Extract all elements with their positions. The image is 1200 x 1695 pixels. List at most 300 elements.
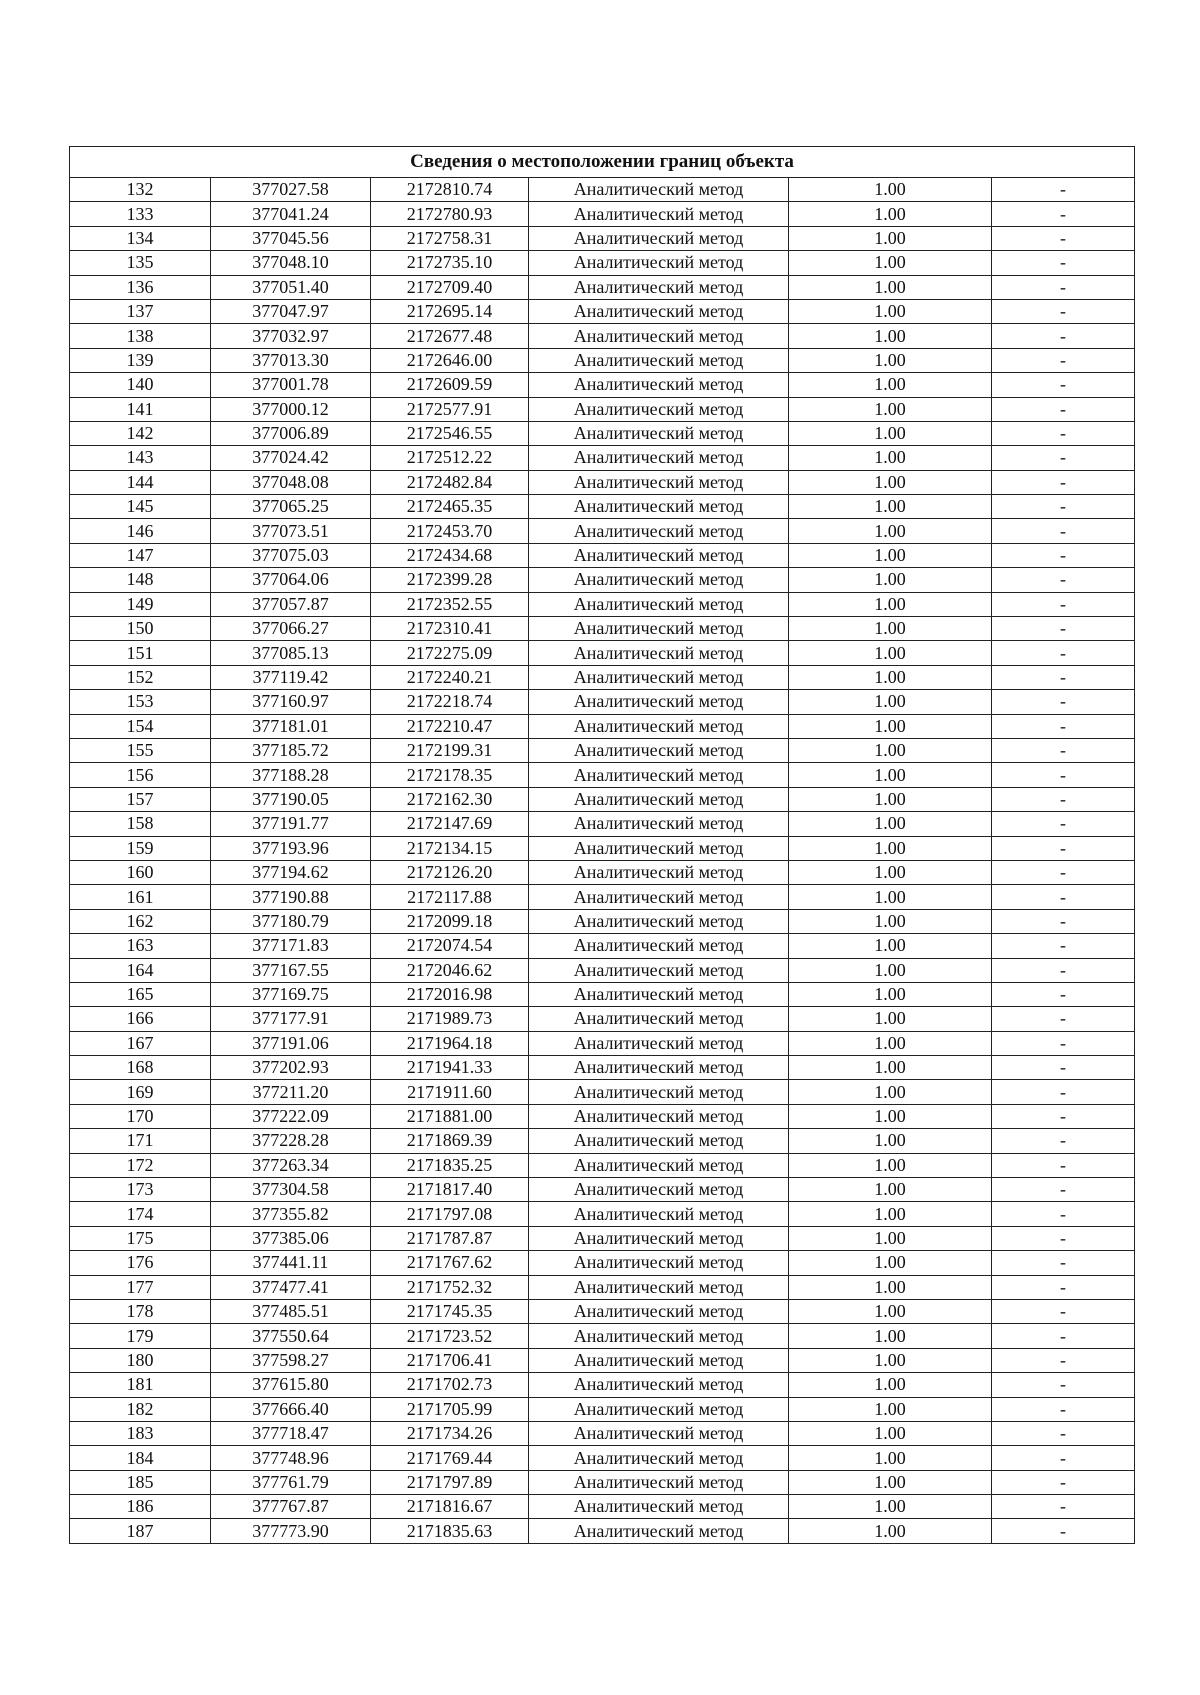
accuracy-cell: 1.00 <box>789 1226 992 1250</box>
x-coordinate-cell: 377304.58 <box>211 1178 371 1202</box>
y-coordinate-cell: 2171797.89 <box>371 1470 529 1494</box>
table-row <box>70 1397 1135 1421</box>
method-cell: Аналитический метод <box>529 690 789 714</box>
y-coordinate-cell: 2172453.70 <box>371 519 529 543</box>
accuracy-cell: 1.00 <box>789 1153 992 1177</box>
method-cell: Аналитический метод <box>529 909 789 933</box>
method-cell: Аналитический метод <box>529 1373 789 1397</box>
point-number-cell: 166 <box>70 1007 211 1031</box>
method-cell: Аналитический метод <box>529 324 789 348</box>
x-coordinate-cell: 377073.51 <box>211 519 371 543</box>
accuracy-cell: 1.00 <box>789 470 992 494</box>
table-row <box>70 348 1135 372</box>
point-number-cell: 150 <box>70 617 211 641</box>
x-coordinate-cell: 377615.80 <box>211 1373 371 1397</box>
method-cell: Аналитический метод <box>529 470 789 494</box>
table-row <box>70 909 1135 933</box>
point-number-cell: 172 <box>70 1153 211 1177</box>
method-cell: Аналитический метод <box>529 202 789 226</box>
point-number-cell: 171 <box>70 1129 211 1153</box>
point-number-cell: 143 <box>70 446 211 470</box>
description-cell: - <box>992 1275 1135 1299</box>
accuracy-cell: 1.00 <box>789 665 992 689</box>
x-coordinate-cell: 377185.72 <box>211 738 371 762</box>
description-cell: - <box>992 275 1135 299</box>
point-number-cell: 179 <box>70 1324 211 1348</box>
description-cell: - <box>992 1178 1135 1202</box>
method-cell: Аналитический метод <box>529 1178 789 1202</box>
table-row <box>70 1080 1135 1104</box>
description-cell: - <box>992 202 1135 226</box>
point-number-cell: 155 <box>70 738 211 762</box>
point-number-cell: 178 <box>70 1299 211 1323</box>
method-cell: Аналитический метод <box>529 1299 789 1323</box>
accuracy-cell: 1.00 <box>789 1470 992 1494</box>
point-number-cell: 149 <box>70 592 211 616</box>
y-coordinate-cell: 2171989.73 <box>371 1007 529 1031</box>
y-coordinate-cell: 2172016.98 <box>371 982 529 1006</box>
description-cell: - <box>992 519 1135 543</box>
point-number-cell: 187 <box>70 1519 211 1543</box>
method-cell: Аналитический метод <box>529 787 789 811</box>
accuracy-cell: 1.00 <box>789 714 992 738</box>
accuracy-cell: 1.00 <box>789 543 992 567</box>
table-row <box>70 885 1135 909</box>
table-row <box>70 397 1135 421</box>
y-coordinate-cell: 2172046.62 <box>371 958 529 982</box>
accuracy-cell: 1.00 <box>789 1348 992 1372</box>
description-cell: - <box>992 1470 1135 1494</box>
point-number-cell: 133 <box>70 202 211 226</box>
x-coordinate-cell: 377065.25 <box>211 495 371 519</box>
accuracy-cell: 1.00 <box>789 1251 992 1275</box>
y-coordinate-cell: 2171816.67 <box>371 1495 529 1519</box>
method-cell: Аналитический метод <box>529 275 789 299</box>
method-cell: Аналитический метод <box>529 1080 789 1104</box>
description-cell: - <box>992 251 1135 275</box>
accuracy-cell: 1.00 <box>789 1007 992 1031</box>
y-coordinate-cell: 2172482.84 <box>371 470 529 494</box>
method-cell: Аналитический метод <box>529 836 789 860</box>
x-coordinate-cell: 377119.42 <box>211 665 371 689</box>
table-row <box>70 568 1135 592</box>
accuracy-cell: 1.00 <box>789 251 992 275</box>
description-cell: - <box>992 1446 1135 1470</box>
y-coordinate-cell: 2172512.22 <box>371 446 529 470</box>
accuracy-cell: 1.00 <box>789 348 992 372</box>
y-coordinate-cell: 2172695.14 <box>371 299 529 323</box>
accuracy-cell: 1.00 <box>789 1299 992 1323</box>
point-number-cell: 132 <box>70 178 211 202</box>
accuracy-cell: 1.00 <box>789 178 992 202</box>
point-number-cell: 145 <box>70 495 211 519</box>
x-coordinate-cell: 377202.93 <box>211 1056 371 1080</box>
x-coordinate-cell: 377666.40 <box>211 1397 371 1421</box>
accuracy-cell: 1.00 <box>789 1373 992 1397</box>
point-number-cell: 152 <box>70 665 211 689</box>
point-number-cell: 154 <box>70 714 211 738</box>
description-cell: - <box>992 1129 1135 1153</box>
document-page <box>69 146 1134 1544</box>
table-row <box>70 324 1135 348</box>
description-cell: - <box>992 1324 1135 1348</box>
method-cell: Аналитический метод <box>529 1275 789 1299</box>
method-cell: Аналитический метод <box>529 299 789 323</box>
point-number-cell: 175 <box>70 1226 211 1250</box>
table-row <box>70 1251 1135 1275</box>
y-coordinate-cell: 2172240.21 <box>371 665 529 689</box>
method-cell: Аналитический метод <box>529 348 789 372</box>
table-row <box>70 299 1135 323</box>
x-coordinate-cell: 377085.13 <box>211 641 371 665</box>
method-cell: Аналитический метод <box>529 1226 789 1250</box>
description-cell: - <box>992 1299 1135 1323</box>
y-coordinate-cell: 2171745.35 <box>371 1299 529 1323</box>
method-cell: Аналитический метод <box>529 1397 789 1421</box>
accuracy-cell: 1.00 <box>789 1104 992 1128</box>
accuracy-cell: 1.00 <box>789 519 992 543</box>
table-row <box>70 982 1135 1006</box>
point-number-cell: 160 <box>70 860 211 884</box>
x-coordinate-cell: 377191.77 <box>211 812 371 836</box>
table-row <box>70 1495 1135 1519</box>
y-coordinate-cell: 2171752.32 <box>371 1275 529 1299</box>
x-coordinate-cell: 377477.41 <box>211 1275 371 1299</box>
accuracy-cell: 1.00 <box>789 982 992 1006</box>
y-coordinate-cell: 2171881.00 <box>371 1104 529 1128</box>
accuracy-cell: 1.00 <box>789 1080 992 1104</box>
point-number-cell: 153 <box>70 690 211 714</box>
table-row <box>70 1153 1135 1177</box>
y-coordinate-cell: 2171911.60 <box>371 1080 529 1104</box>
method-cell: Аналитический метод <box>529 495 789 519</box>
accuracy-cell: 1.00 <box>789 641 992 665</box>
table-row <box>70 251 1135 275</box>
y-coordinate-cell: 2171869.39 <box>371 1129 529 1153</box>
table-row <box>70 1202 1135 1226</box>
description-cell: - <box>992 1031 1135 1055</box>
accuracy-cell: 1.00 <box>789 495 992 519</box>
accuracy-cell: 1.00 <box>789 1275 992 1299</box>
method-cell: Аналитический метод <box>529 860 789 884</box>
table-row <box>70 1056 1135 1080</box>
x-coordinate-cell: 377773.90 <box>211 1519 371 1543</box>
method-cell: Аналитический метод <box>529 226 789 250</box>
x-coordinate-cell: 377075.03 <box>211 543 371 567</box>
point-number-cell: 157 <box>70 787 211 811</box>
accuracy-cell: 1.00 <box>789 1324 992 1348</box>
table-row <box>70 1373 1135 1397</box>
method-cell: Аналитический метод <box>529 885 789 909</box>
table-row <box>70 446 1135 470</box>
x-coordinate-cell: 377748.96 <box>211 1446 371 1470</box>
table-row <box>70 860 1135 884</box>
point-number-cell: 156 <box>70 763 211 787</box>
description-cell: - <box>992 592 1135 616</box>
description-cell: - <box>992 568 1135 592</box>
x-coordinate-cell: 377355.82 <box>211 1202 371 1226</box>
y-coordinate-cell: 2171797.08 <box>371 1202 529 1226</box>
description-cell: - <box>992 1153 1135 1177</box>
y-coordinate-cell: 2172074.54 <box>371 934 529 958</box>
x-coordinate-cell: 377385.06 <box>211 1226 371 1250</box>
y-coordinate-cell: 2172352.55 <box>371 592 529 616</box>
method-cell: Аналитический метод <box>529 1519 789 1543</box>
method-cell: Аналитический метод <box>529 665 789 689</box>
x-coordinate-cell: 377027.58 <box>211 178 371 202</box>
x-coordinate-cell: 377188.28 <box>211 763 371 787</box>
y-coordinate-cell: 2172465.35 <box>371 495 529 519</box>
method-cell: Аналитический метод <box>529 714 789 738</box>
table-title: Сведения о местоположении границ объекта <box>70 147 1135 178</box>
point-number-cell: 158 <box>70 812 211 836</box>
method-cell: Аналитический метод <box>529 934 789 958</box>
table-row <box>70 690 1135 714</box>
method-cell: Аналитический метод <box>529 421 789 445</box>
accuracy-cell: 1.00 <box>789 446 992 470</box>
method-cell: Аналитический метод <box>529 1202 789 1226</box>
description-cell: - <box>992 421 1135 445</box>
description-cell: - <box>992 617 1135 641</box>
point-number-cell: 164 <box>70 958 211 982</box>
x-coordinate-cell: 377598.27 <box>211 1348 371 1372</box>
point-number-cell: 135 <box>70 251 211 275</box>
description-cell: - <box>992 836 1135 860</box>
y-coordinate-cell: 2172147.69 <box>371 812 529 836</box>
accuracy-cell: 1.00 <box>789 787 992 811</box>
accuracy-cell: 1.00 <box>789 836 992 860</box>
x-coordinate-cell: 377177.91 <box>211 1007 371 1031</box>
description-cell: - <box>992 397 1135 421</box>
description-cell: - <box>992 1056 1135 1080</box>
point-number-cell: 138 <box>70 324 211 348</box>
y-coordinate-cell: 2172677.48 <box>371 324 529 348</box>
accuracy-cell: 1.00 <box>789 1129 992 1153</box>
method-cell: Аналитический метод <box>529 568 789 592</box>
accuracy-cell: 1.00 <box>789 763 992 787</box>
x-coordinate-cell: 377001.78 <box>211 373 371 397</box>
point-number-cell: 168 <box>70 1056 211 1080</box>
accuracy-cell: 1.00 <box>789 934 992 958</box>
x-coordinate-cell: 377194.62 <box>211 860 371 884</box>
y-coordinate-cell: 2171835.63 <box>371 1519 529 1543</box>
method-cell: Аналитический метод <box>529 1348 789 1372</box>
accuracy-cell: 1.00 <box>789 1446 992 1470</box>
point-number-cell: 162 <box>70 909 211 933</box>
description-cell: - <box>992 958 1135 982</box>
description-cell: - <box>992 885 1135 909</box>
y-coordinate-cell: 2171723.52 <box>371 1324 529 1348</box>
accuracy-cell: 1.00 <box>789 324 992 348</box>
description-cell: - <box>992 1373 1135 1397</box>
description-cell: - <box>992 495 1135 519</box>
accuracy-cell: 1.00 <box>789 226 992 250</box>
method-cell: Аналитический метод <box>529 1446 789 1470</box>
y-coordinate-cell: 2172126.20 <box>371 860 529 884</box>
y-coordinate-cell: 2171706.41 <box>371 1348 529 1372</box>
table-row <box>70 617 1135 641</box>
table-row <box>70 763 1135 787</box>
y-coordinate-cell: 2171964.18 <box>371 1031 529 1055</box>
point-number-cell: 141 <box>70 397 211 421</box>
x-coordinate-cell: 377441.11 <box>211 1251 371 1275</box>
description-cell: - <box>992 178 1135 202</box>
point-number-cell: 142 <box>70 421 211 445</box>
y-coordinate-cell: 2172709.40 <box>371 275 529 299</box>
x-coordinate-cell: 377190.88 <box>211 885 371 909</box>
y-coordinate-cell: 2172218.74 <box>371 690 529 714</box>
y-coordinate-cell: 2172210.47 <box>371 714 529 738</box>
x-coordinate-cell: 377181.01 <box>211 714 371 738</box>
method-cell: Аналитический метод <box>529 1153 789 1177</box>
description-cell: - <box>992 373 1135 397</box>
y-coordinate-cell: 2171817.40 <box>371 1178 529 1202</box>
y-coordinate-cell: 2172758.31 <box>371 226 529 250</box>
point-number-cell: 161 <box>70 885 211 909</box>
description-cell: - <box>992 543 1135 567</box>
point-number-cell: 163 <box>70 934 211 958</box>
accuracy-cell: 1.00 <box>789 1421 992 1445</box>
table-row <box>70 1446 1135 1470</box>
y-coordinate-cell: 2172099.18 <box>371 909 529 933</box>
x-coordinate-cell: 377160.97 <box>211 690 371 714</box>
x-coordinate-cell: 377013.30 <box>211 348 371 372</box>
accuracy-cell: 1.00 <box>789 860 992 884</box>
description-cell: - <box>992 1251 1135 1275</box>
table-row <box>70 1007 1135 1031</box>
point-number-cell: 137 <box>70 299 211 323</box>
method-cell: Аналитический метод <box>529 1251 789 1275</box>
table-row <box>70 421 1135 445</box>
accuracy-cell: 1.00 <box>789 617 992 641</box>
x-coordinate-cell: 377193.96 <box>211 836 371 860</box>
point-number-cell: 180 <box>70 1348 211 1372</box>
table-row <box>70 934 1135 958</box>
point-number-cell: 139 <box>70 348 211 372</box>
point-number-cell: 140 <box>70 373 211 397</box>
point-number-cell: 165 <box>70 982 211 1006</box>
method-cell: Аналитический метод <box>529 178 789 202</box>
table-row <box>70 665 1135 689</box>
table-body <box>70 178 1135 1544</box>
point-number-cell: 159 <box>70 836 211 860</box>
description-cell: - <box>992 641 1135 665</box>
table-row <box>70 470 1135 494</box>
y-coordinate-cell: 2172577.91 <box>371 397 529 421</box>
x-coordinate-cell: 377263.34 <box>211 1153 371 1177</box>
y-coordinate-cell: 2172546.55 <box>371 421 529 445</box>
description-cell: - <box>992 1348 1135 1372</box>
x-coordinate-cell: 377024.42 <box>211 446 371 470</box>
description-cell: - <box>992 1519 1135 1543</box>
table-row <box>70 1470 1135 1494</box>
method-cell: Аналитический метод <box>529 373 789 397</box>
table-row <box>70 1421 1135 1445</box>
x-coordinate-cell: 377228.28 <box>211 1129 371 1153</box>
accuracy-cell: 1.00 <box>789 1397 992 1421</box>
table-row <box>70 1178 1135 1202</box>
x-coordinate-cell: 377006.89 <box>211 421 371 445</box>
accuracy-cell: 1.00 <box>789 373 992 397</box>
description-cell: - <box>992 226 1135 250</box>
point-number-cell: 134 <box>70 226 211 250</box>
description-cell: - <box>992 860 1135 884</box>
point-number-cell: 176 <box>70 1251 211 1275</box>
point-number-cell: 167 <box>70 1031 211 1055</box>
accuracy-cell: 1.00 <box>789 690 992 714</box>
x-coordinate-cell: 377171.83 <box>211 934 371 958</box>
x-coordinate-cell: 377169.75 <box>211 982 371 1006</box>
point-number-cell: 151 <box>70 641 211 665</box>
description-cell: - <box>992 348 1135 372</box>
x-coordinate-cell: 377191.06 <box>211 1031 371 1055</box>
y-coordinate-cell: 2172646.00 <box>371 348 529 372</box>
description-cell: - <box>992 470 1135 494</box>
description-cell: - <box>992 1202 1135 1226</box>
method-cell: Аналитический метод <box>529 1324 789 1348</box>
x-coordinate-cell: 377190.05 <box>211 787 371 811</box>
table-row <box>70 1275 1135 1299</box>
y-coordinate-cell: 2172199.31 <box>371 738 529 762</box>
table-row <box>70 641 1135 665</box>
point-number-cell: 136 <box>70 275 211 299</box>
point-number-cell: 183 <box>70 1421 211 1445</box>
method-cell: Аналитический метод <box>529 1421 789 1445</box>
method-cell: Аналитический метод <box>529 1495 789 1519</box>
y-coordinate-cell: 2172609.59 <box>371 373 529 397</box>
description-cell: - <box>992 446 1135 470</box>
accuracy-cell: 1.00 <box>789 1031 992 1055</box>
description-cell: - <box>992 1495 1135 1519</box>
accuracy-cell: 1.00 <box>789 738 992 762</box>
point-number-cell: 186 <box>70 1495 211 1519</box>
y-coordinate-cell: 2171705.99 <box>371 1397 529 1421</box>
x-coordinate-cell: 377045.56 <box>211 226 371 250</box>
x-coordinate-cell: 377550.64 <box>211 1324 371 1348</box>
method-cell: Аналитический метод <box>529 1129 789 1153</box>
x-coordinate-cell: 377047.97 <box>211 299 371 323</box>
y-coordinate-cell: 2171769.44 <box>371 1446 529 1470</box>
accuracy-cell: 1.00 <box>789 1056 992 1080</box>
point-number-cell: 182 <box>70 1397 211 1421</box>
accuracy-cell: 1.00 <box>789 1495 992 1519</box>
method-cell: Аналитический метод <box>529 446 789 470</box>
method-cell: Аналитический метод <box>529 982 789 1006</box>
description-cell: - <box>992 1397 1135 1421</box>
x-coordinate-cell: 377048.08 <box>211 470 371 494</box>
y-coordinate-cell: 2171767.62 <box>371 1251 529 1275</box>
accuracy-cell: 1.00 <box>789 885 992 909</box>
y-coordinate-cell: 2172399.28 <box>371 568 529 592</box>
method-cell: Аналитический метод <box>529 251 789 275</box>
x-coordinate-cell: 377051.40 <box>211 275 371 299</box>
method-cell: Аналитический метод <box>529 617 789 641</box>
accuracy-cell: 1.00 <box>789 958 992 982</box>
point-number-cell: 184 <box>70 1446 211 1470</box>
method-cell: Аналитический метод <box>529 397 789 421</box>
point-number-cell: 170 <box>70 1104 211 1128</box>
table-row <box>70 373 1135 397</box>
x-coordinate-cell: 377064.06 <box>211 568 371 592</box>
y-coordinate-cell: 2172162.30 <box>371 787 529 811</box>
y-coordinate-cell: 2171941.33 <box>371 1056 529 1080</box>
table-row <box>70 1299 1135 1323</box>
table-row <box>70 202 1135 226</box>
description-cell: - <box>992 324 1135 348</box>
table-row <box>70 812 1135 836</box>
description-cell: - <box>992 690 1135 714</box>
y-coordinate-cell: 2172434.68 <box>371 543 529 567</box>
